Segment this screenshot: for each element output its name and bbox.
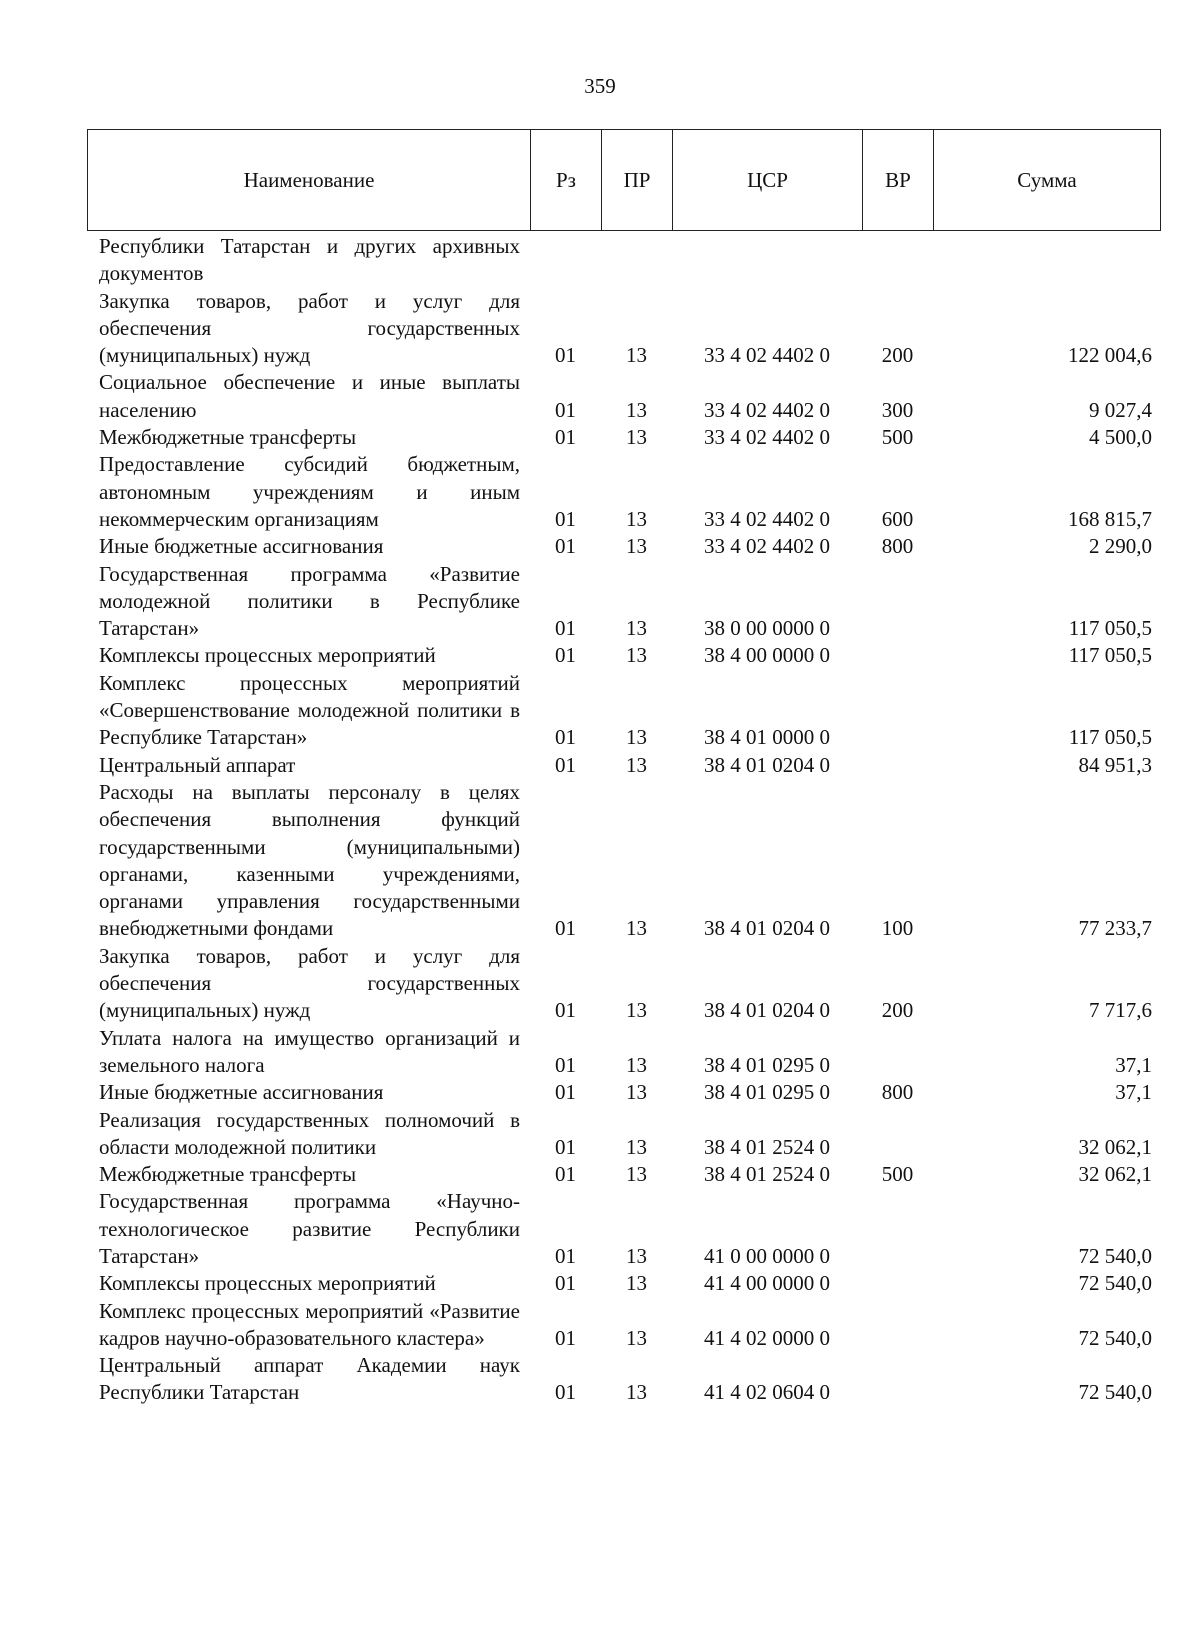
row-pr: 13 bbox=[626, 343, 647, 368]
row-name: Закупка товаров, работ и услуг для обеспечения государственных (муниципальных) нужд bbox=[99, 943, 520, 1023]
header-name: Наименование bbox=[88, 130, 531, 231]
row-vr bbox=[862, 561, 933, 643]
row-csr: 38 4 01 0204 0 bbox=[704, 998, 830, 1023]
row-vr bbox=[862, 1352, 933, 1407]
row-csr: 38 4 00 0000 0 bbox=[704, 643, 830, 668]
row-rz: 01 bbox=[555, 1325, 576, 1350]
row-sum: 4 500,0 bbox=[1089, 425, 1152, 450]
row-pr: 13 bbox=[626, 397, 647, 422]
row-vr: 300 bbox=[881, 397, 914, 422]
row-rz: 01 bbox=[555, 725, 576, 750]
row-sum: 72 540,0 bbox=[1078, 1325, 1152, 1350]
row-pr: 13 bbox=[626, 1325, 647, 1350]
row-rz: 01 bbox=[555, 343, 576, 368]
row-csr: 33 4 02 4402 0 bbox=[704, 506, 830, 531]
row-vr: 800 bbox=[881, 534, 914, 559]
row-vr bbox=[862, 1107, 933, 1162]
row-rz: 01 bbox=[555, 1052, 576, 1077]
row-vr bbox=[862, 1188, 933, 1270]
row-vr bbox=[862, 1025, 933, 1080]
row-sum: 117 050,5 bbox=[1068, 725, 1152, 750]
table-row bbox=[87, 642, 1160, 669]
row-csr: 41 4 00 0000 0 bbox=[704, 1271, 830, 1296]
row-pr: 13 bbox=[626, 425, 647, 450]
row-name: Государственная программа «Развитие молодежной политики в Республике Татарстан» bbox=[99, 561, 520, 641]
row-pr: 13 bbox=[626, 616, 647, 641]
table-row bbox=[87, 451, 1160, 533]
row-pr bbox=[601, 233, 672, 288]
row-sum: 122 004,6 bbox=[1068, 343, 1152, 368]
table-row bbox=[87, 752, 1160, 779]
table-row bbox=[87, 1025, 1160, 1080]
row-vr: 600 bbox=[881, 506, 914, 531]
row-name: Расходы на выплаты персоналу в целях обеспечения выполнения функций государственными (муниципальными) органами, казенными учреждениями, органами управления государственными внебюджетными фондами bbox=[99, 779, 520, 941]
row-rz: 01 bbox=[555, 1162, 576, 1187]
row-pr: 13 bbox=[626, 1271, 647, 1296]
page-number: 359 bbox=[584, 74, 616, 98]
row-sum: 117 050,5 bbox=[1068, 643, 1152, 668]
row-name: Межбюджетные трансферты bbox=[99, 425, 357, 450]
table-row bbox=[87, 779, 1160, 943]
row-rz: 01 bbox=[555, 506, 576, 531]
row-rz: 01 bbox=[555, 1271, 576, 1296]
row-vr: 200 bbox=[881, 343, 914, 368]
table-row bbox=[87, 424, 1160, 451]
row-name: Центральный аппарат Академии наук Республики Татарстан bbox=[99, 1353, 520, 1405]
row-vr: 100 bbox=[881, 916, 914, 941]
row-sum: 84 951,3 bbox=[1078, 752, 1152, 777]
row-name: Центральный аппарат bbox=[99, 752, 296, 777]
row-csr: 41 4 02 0000 0 bbox=[704, 1325, 830, 1350]
row-vr bbox=[862, 1298, 933, 1353]
row-sum: 32 062,1 bbox=[1078, 1162, 1152, 1187]
row-sum: 72 540,0 bbox=[1078, 1243, 1152, 1268]
budget-table bbox=[87, 233, 1160, 1407]
row-pr: 13 bbox=[626, 1080, 647, 1105]
table-row bbox=[87, 1107, 1160, 1162]
row-vr bbox=[862, 1270, 933, 1297]
row-vr: 200 bbox=[881, 998, 914, 1023]
row-sum: 37,1 bbox=[1115, 1080, 1152, 1105]
row-csr: 41 4 02 0604 0 bbox=[704, 1380, 830, 1405]
row-csr: 38 4 01 2524 0 bbox=[704, 1134, 830, 1159]
row-name: Комплекс процессных мероприятий «Развитие кадров научно-образовательного кластера» bbox=[99, 1298, 520, 1350]
row-name: Межбюджетные трансферты bbox=[99, 1162, 357, 1187]
table-row bbox=[87, 943, 1160, 1025]
row-csr: 38 4 01 2524 0 bbox=[704, 1162, 830, 1187]
row-vr bbox=[862, 670, 933, 752]
row-rz: 01 bbox=[555, 998, 576, 1023]
row-pr: 13 bbox=[626, 1052, 647, 1077]
row-name: Уплата налога на имущество организаций и земельного налога bbox=[99, 1025, 520, 1077]
row-pr: 13 bbox=[626, 506, 647, 531]
row-csr: 38 4 01 0000 0 bbox=[704, 725, 830, 750]
row-pr: 13 bbox=[626, 534, 647, 559]
row-sum bbox=[933, 233, 1160, 288]
table-row bbox=[87, 369, 1160, 424]
row-rz: 01 bbox=[555, 425, 576, 450]
row-csr: 38 4 01 0295 0 bbox=[704, 1080, 830, 1105]
row-csr: 38 0 00 0000 0 bbox=[704, 616, 830, 641]
row-csr: 38 4 01 0204 0 bbox=[704, 752, 830, 777]
header-rz: Рз bbox=[531, 130, 602, 231]
row-sum: 2 290,0 bbox=[1089, 534, 1152, 559]
row-pr: 13 bbox=[626, 1380, 647, 1405]
row-sum: 37,1 bbox=[1115, 1052, 1152, 1077]
row-vr bbox=[862, 642, 933, 669]
row-vr: 500 bbox=[881, 1162, 914, 1187]
row-rz: 01 bbox=[555, 752, 576, 777]
row-csr: 33 4 02 4402 0 bbox=[704, 343, 830, 368]
row-rz: 01 bbox=[555, 534, 576, 559]
row-vr: 500 bbox=[881, 425, 914, 450]
row-sum: 9 027,4 bbox=[1089, 397, 1152, 422]
table-row bbox=[87, 1298, 1160, 1353]
row-rz: 01 bbox=[555, 916, 576, 941]
row-csr: 33 4 02 4402 0 bbox=[704, 534, 830, 559]
row-name: Республики Татарстан и других архивных документов bbox=[99, 234, 520, 286]
row-vr bbox=[862, 233, 933, 288]
row-name: Реализация государственных полномочий в области молодежной политики bbox=[99, 1107, 520, 1159]
row-sum: 77 233,7 bbox=[1078, 916, 1152, 941]
row-rz: 01 bbox=[555, 1080, 576, 1105]
row-vr bbox=[862, 752, 933, 779]
row-pr: 13 bbox=[626, 725, 647, 750]
row-name: Социальное обеспечение и иные выплаты населению bbox=[99, 370, 520, 422]
row-rz: 01 bbox=[555, 1243, 576, 1268]
row-csr: 38 4 01 0204 0 bbox=[704, 916, 830, 941]
row-sum: 7 717,6 bbox=[1089, 998, 1152, 1023]
table-row bbox=[87, 533, 1160, 560]
row-rz: 01 bbox=[555, 1380, 576, 1405]
row-csr: 38 4 01 0295 0 bbox=[704, 1052, 830, 1077]
table-row bbox=[87, 1188, 1160, 1270]
table-header bbox=[87, 129, 1161, 231]
header-vr: ВР bbox=[863, 130, 934, 231]
row-name: Комплекс процессных мероприятий «Совершенствование молодежной политики в Республике Татарстан» bbox=[99, 670, 520, 750]
table-row bbox=[87, 1270, 1160, 1297]
table-row bbox=[87, 288, 1160, 370]
row-sum: 32 062,1 bbox=[1078, 1134, 1152, 1159]
row-sum: 117 050,5 bbox=[1068, 616, 1152, 641]
table-row bbox=[87, 1161, 1160, 1188]
row-sum: 72 540,0 bbox=[1078, 1271, 1152, 1296]
table-row bbox=[87, 1352, 1160, 1407]
table-row bbox=[87, 670, 1160, 752]
row-rz: 01 bbox=[555, 1134, 576, 1159]
row-rz: 01 bbox=[555, 643, 576, 668]
row-rz: 01 bbox=[555, 616, 576, 641]
row-pr: 13 bbox=[626, 998, 647, 1023]
row-name: Комплексы процессных мероприятий bbox=[99, 1271, 436, 1296]
row-pr: 13 bbox=[626, 916, 647, 941]
row-csr: 33 4 02 4402 0 bbox=[704, 425, 830, 450]
table-row bbox=[87, 233, 1160, 288]
row-name: Государственная программа «Научно-технологическое развитие Республики Татарстан» bbox=[99, 1189, 520, 1268]
row-rz: 01 bbox=[555, 397, 576, 422]
row-vr: 800 bbox=[881, 1080, 914, 1105]
row-name: Комплексы процессных мероприятий bbox=[99, 643, 436, 668]
header-sum: Сумма bbox=[934, 130, 1161, 231]
header-csr: ЦСР bbox=[673, 130, 863, 231]
table-row bbox=[87, 561, 1160, 643]
row-pr: 13 bbox=[626, 1243, 647, 1268]
header-pr: ПР bbox=[602, 130, 673, 231]
row-name: Иные бюджетные ассигнования bbox=[99, 534, 384, 559]
row-pr: 13 bbox=[626, 752, 647, 777]
row-sum: 168 815,7 bbox=[1068, 506, 1152, 531]
row-pr: 13 bbox=[626, 1162, 647, 1187]
row-csr: 41 0 00 0000 0 bbox=[704, 1243, 830, 1268]
row-rz bbox=[530, 233, 601, 288]
row-name: Закупка товаров, работ и услуг для обеспечения государственных (муниципальных) нужд bbox=[99, 288, 520, 368]
row-csr bbox=[672, 233, 862, 288]
row-name: Предоставление субсидий бюджетным, автономным учреждениям и иным некоммерческим организациям bbox=[99, 452, 520, 531]
row-sum: 72 540,0 bbox=[1078, 1380, 1152, 1405]
row-pr: 13 bbox=[626, 1134, 647, 1159]
row-name: Иные бюджетные ассигнования bbox=[99, 1080, 384, 1105]
row-pr: 13 bbox=[626, 643, 647, 668]
table-row bbox=[87, 1079, 1160, 1106]
row-csr: 33 4 02 4402 0 bbox=[704, 397, 830, 422]
